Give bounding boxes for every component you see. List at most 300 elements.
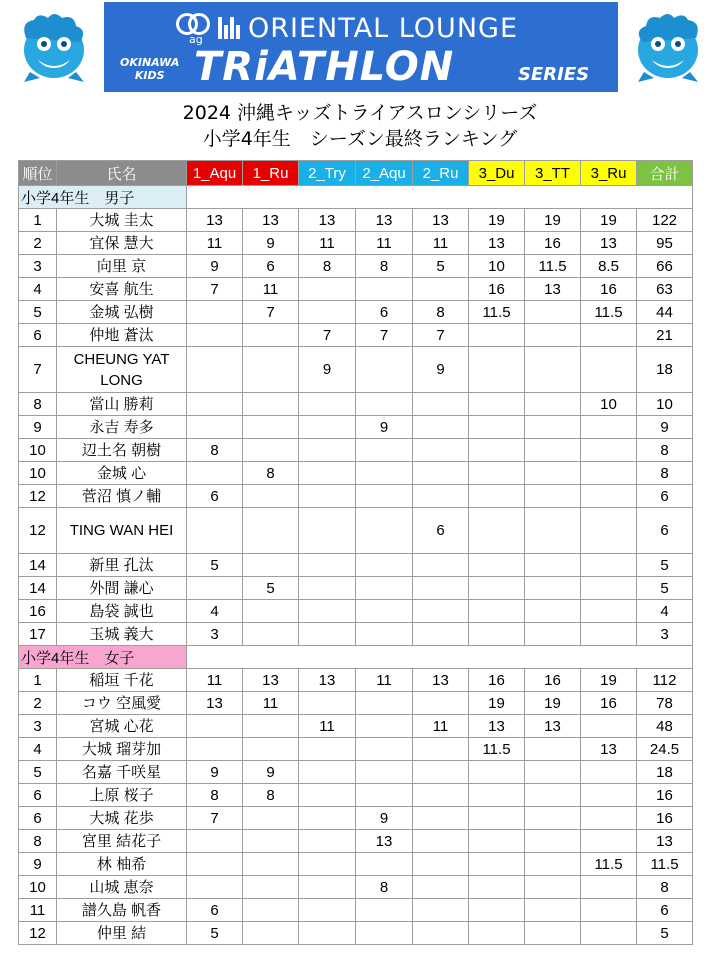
cell-name: 名嘉 千咲星	[57, 761, 187, 784]
cell-3-ru	[581, 807, 637, 830]
table-row	[19, 554, 693, 577]
cell-3-ru: 19	[581, 209, 637, 232]
cell-1-ru: 13	[243, 669, 299, 692]
cell-3-tt	[525, 439, 581, 462]
cell-rank: 16	[19, 600, 57, 623]
cell-total: 8	[637, 462, 693, 485]
cell-1-ru: 13	[243, 209, 299, 232]
cell-2-ru	[413, 876, 469, 899]
cell-2-try: 7	[299, 324, 356, 347]
cell-2-ru	[413, 623, 469, 646]
cell-2-ru: 6	[413, 508, 469, 554]
cell-2-ru: 7	[413, 324, 469, 347]
cell-1-ru: 11	[243, 278, 299, 301]
series-wordmark: SERIES	[518, 64, 590, 85]
header-3-ru: 3_Ru	[581, 161, 637, 186]
cell-2-ru	[413, 784, 469, 807]
cell-total: 9	[637, 416, 693, 439]
cell-2-ru: 13	[413, 209, 469, 232]
cell-2-aqu	[356, 623, 413, 646]
cell-3-ru: 11.5	[581, 301, 637, 324]
cell-2-try	[299, 439, 356, 462]
table-row	[19, 807, 693, 830]
cell-3-ru	[581, 554, 637, 577]
cell-2-ru	[413, 807, 469, 830]
cell-1-aqu	[187, 416, 243, 439]
table-row	[19, 209, 693, 232]
cell-2-ru: 11	[413, 715, 469, 738]
cell-3-du	[469, 347, 525, 393]
table-row	[19, 692, 693, 715]
cell-1-ru: 11	[243, 692, 299, 715]
cell-2-ru: 11	[413, 232, 469, 255]
cell-total: 5	[637, 922, 693, 945]
cell-1-aqu: 11	[187, 669, 243, 692]
cell-1-aqu: 7	[187, 807, 243, 830]
cell-name: 當山 勝莉	[57, 393, 187, 416]
cell-3-ru	[581, 899, 637, 922]
cell-2-try	[299, 830, 356, 853]
cell-2-try	[299, 876, 356, 899]
cell-3-du	[469, 600, 525, 623]
table-row	[19, 761, 693, 784]
table-row	[19, 830, 693, 853]
cell-rank: 9	[19, 416, 57, 439]
table-row	[19, 899, 693, 922]
cell-3-du: 13	[469, 715, 525, 738]
cell-2-aqu: 6	[356, 301, 413, 324]
cell-total: 11.5	[637, 853, 693, 876]
cell-rank: 6	[19, 324, 57, 347]
cell-total: 112	[637, 669, 693, 692]
cell-1-ru	[243, 324, 299, 347]
section-label: 小学4年生 男子	[19, 186, 187, 209]
cell-total: 5	[637, 577, 693, 600]
cell-3-tt	[525, 899, 581, 922]
cell-total: 10	[637, 393, 693, 416]
cell-rank: 12	[19, 485, 57, 508]
cell-1-ru: 7	[243, 301, 299, 324]
header-row	[19, 161, 693, 186]
cell-name: 金城 心	[57, 462, 187, 485]
cell-2-try	[299, 278, 356, 301]
cell-3-tt: 19	[525, 692, 581, 715]
cell-1-ru	[243, 807, 299, 830]
cell-2-ru	[413, 577, 469, 600]
cell-3-du: 10	[469, 255, 525, 278]
cell-name: CHEUNG YAT LONG	[57, 347, 187, 393]
cell-1-ru	[243, 830, 299, 853]
cell-name: 新里 孔汰	[57, 554, 187, 577]
page-title: 2024 沖縄キッズトライアスロンシリーズ	[182, 102, 538, 124]
table-row	[19, 623, 693, 646]
section-label: 小学4年生 女子	[19, 646, 187, 669]
cell-1-ru: 6	[243, 255, 299, 278]
cell-3-tt	[525, 623, 581, 646]
cell-3-ru: 16	[581, 692, 637, 715]
cell-2-try	[299, 554, 356, 577]
cell-name: 大城 圭太	[57, 209, 187, 232]
cell-1-aqu	[187, 347, 243, 393]
table-row	[19, 715, 693, 738]
cell-2-ru	[413, 416, 469, 439]
cell-1-aqu: 6	[187, 485, 243, 508]
cell-3-du	[469, 922, 525, 945]
cell-name: 宜保 慧大	[57, 232, 187, 255]
cell-total: 18	[637, 347, 693, 393]
cell-3-tt	[525, 324, 581, 347]
cell-2-aqu	[356, 692, 413, 715]
cell-2-try	[299, 761, 356, 784]
cell-3-tt: 11.5	[525, 255, 581, 278]
cell-total: 66	[637, 255, 693, 278]
cell-2-ru: 8	[413, 301, 469, 324]
cell-3-du	[469, 761, 525, 784]
cell-1-aqu: 7	[187, 278, 243, 301]
cell-2-ru	[413, 600, 469, 623]
cell-rank: 7	[19, 347, 57, 393]
cell-1-ru	[243, 623, 299, 646]
cell-name: TING WAN HEI	[57, 508, 187, 554]
cell-total: 21	[637, 324, 693, 347]
cell-2-ru	[413, 853, 469, 876]
cell-1-aqu: 5	[187, 922, 243, 945]
cell-2-try	[299, 416, 356, 439]
cell-total: 6	[637, 899, 693, 922]
cell-2-ru: 5	[413, 255, 469, 278]
table-row	[19, 439, 693, 462]
cell-3-tt: 13	[525, 278, 581, 301]
table-row	[19, 278, 693, 301]
cell-3-ru	[581, 462, 637, 485]
table-row	[19, 876, 693, 899]
cell-1-ru	[243, 508, 299, 554]
cell-total: 63	[637, 278, 693, 301]
header-1-ru: 1_Ru	[243, 161, 299, 186]
cell-total: 8	[637, 439, 693, 462]
cell-rank: 9	[19, 853, 57, 876]
cell-1-aqu	[187, 876, 243, 899]
cell-2-try	[299, 899, 356, 922]
cell-name: 宮城 心花	[57, 715, 187, 738]
cell-3-ru: 10	[581, 393, 637, 416]
cell-total: 16	[637, 807, 693, 830]
cell-rank: 10	[19, 876, 57, 899]
cell-total: 13	[637, 830, 693, 853]
cell-1-aqu	[187, 462, 243, 485]
cell-name: 安喜 航生	[57, 278, 187, 301]
cell-2-ru	[413, 393, 469, 416]
cell-name: コウ 空風愛	[57, 692, 187, 715]
header-name: 氏名	[57, 161, 187, 186]
cell-3-tt	[525, 462, 581, 485]
cell-1-ru	[243, 738, 299, 761]
cell-2-ru	[413, 899, 469, 922]
shisa-mascot-right-icon	[630, 8, 708, 86]
cell-2-try	[299, 807, 356, 830]
cell-total: 16	[637, 784, 693, 807]
ranking-body	[19, 186, 693, 945]
cell-name: 仲里 結	[57, 922, 187, 945]
section-spacer	[187, 186, 693, 209]
cell-2-aqu: 11	[356, 232, 413, 255]
cell-total: 95	[637, 232, 693, 255]
cell-1-aqu: 9	[187, 761, 243, 784]
cell-3-tt: 19	[525, 209, 581, 232]
table-row	[19, 393, 693, 416]
cell-1-aqu: 4	[187, 600, 243, 623]
cell-3-ru	[581, 876, 637, 899]
cell-2-ru: 9	[413, 347, 469, 393]
cell-3-ru	[581, 600, 637, 623]
table-row	[19, 853, 693, 876]
cell-3-du	[469, 462, 525, 485]
cell-3-du	[469, 485, 525, 508]
cell-2-aqu: 9	[356, 807, 413, 830]
cell-1-ru: 9	[243, 761, 299, 784]
cell-3-ru: 13	[581, 232, 637, 255]
cell-3-ru	[581, 830, 637, 853]
cell-1-aqu: 8	[187, 439, 243, 462]
cell-2-aqu	[356, 508, 413, 554]
cell-3-tt	[525, 922, 581, 945]
cell-2-aqu	[356, 600, 413, 623]
cell-2-aqu	[356, 554, 413, 577]
cell-2-ru	[413, 554, 469, 577]
cell-3-tt	[525, 554, 581, 577]
cell-3-tt	[525, 807, 581, 830]
cell-name: 稲垣 千花	[57, 669, 187, 692]
cell-2-try	[299, 600, 356, 623]
cell-2-aqu	[356, 738, 413, 761]
cell-1-aqu: 13	[187, 209, 243, 232]
shisa-mascot-left-icon	[14, 8, 92, 86]
kids-text: KIDS	[134, 69, 165, 82]
cell-1-ru	[243, 393, 299, 416]
cell-2-aqu	[356, 347, 413, 393]
cell-total: 24.5	[637, 738, 693, 761]
cell-2-aqu: 7	[356, 324, 413, 347]
cell-1-aqu	[187, 577, 243, 600]
cell-3-ru	[581, 922, 637, 945]
cell-3-ru	[581, 623, 637, 646]
cell-3-du	[469, 830, 525, 853]
cell-3-tt	[525, 393, 581, 416]
cell-3-ru: 19	[581, 669, 637, 692]
cell-3-ru	[581, 761, 637, 784]
cell-3-tt	[525, 485, 581, 508]
cell-rank: 5	[19, 761, 57, 784]
cell-3-du	[469, 508, 525, 554]
cell-3-ru	[581, 324, 637, 347]
cell-2-aqu: 9	[356, 416, 413, 439]
cell-name: 玉城 義大	[57, 623, 187, 646]
cell-1-aqu	[187, 324, 243, 347]
cell-3-tt	[525, 738, 581, 761]
sponsor-logo	[176, 8, 518, 48]
header-rank: 順位	[19, 161, 57, 186]
cell-name: 菅沼 慎ノ輔	[57, 485, 187, 508]
cell-2-aqu: 8	[356, 876, 413, 899]
table-row	[19, 669, 693, 692]
cell-2-try	[299, 393, 356, 416]
table-row	[19, 301, 693, 324]
cell-2-try: 11	[299, 232, 356, 255]
cell-total: 6	[637, 485, 693, 508]
cell-rank: 2	[19, 692, 57, 715]
cell-name: 宮里 結花子	[57, 830, 187, 853]
cell-3-du	[469, 439, 525, 462]
cell-3-du	[469, 324, 525, 347]
cell-1-ru: 8	[243, 462, 299, 485]
header-1-aqu: 1_Aqu	[187, 161, 243, 186]
cell-rank: 10	[19, 439, 57, 462]
cell-2-ru	[413, 738, 469, 761]
header-total: 合計	[637, 161, 693, 186]
table-row	[19, 324, 693, 347]
cell-3-ru	[581, 577, 637, 600]
cell-2-ru	[413, 692, 469, 715]
cell-3-du	[469, 393, 525, 416]
cell-1-ru	[243, 554, 299, 577]
cell-2-try: 11	[299, 715, 356, 738]
cell-name: 上原 桜子	[57, 784, 187, 807]
cell-1-ru	[243, 416, 299, 439]
cell-2-try: 9	[299, 347, 356, 393]
cell-3-tt	[525, 577, 581, 600]
cell-1-aqu: 13	[187, 692, 243, 715]
cell-rank: 3	[19, 255, 57, 278]
cell-1-aqu	[187, 715, 243, 738]
cell-total: 44	[637, 301, 693, 324]
cell-3-tt: 16	[525, 669, 581, 692]
cell-3-du	[469, 623, 525, 646]
ag-logo-text: ag	[189, 33, 203, 46]
cell-2-aqu: 13	[356, 830, 413, 853]
cell-2-try: 13	[299, 669, 356, 692]
cell-1-ru	[243, 853, 299, 876]
table-row	[19, 600, 693, 623]
cell-name: 永吉 寿多	[57, 416, 187, 439]
cell-2-aqu	[356, 853, 413, 876]
page-subtitle: 小学4年生 シーズン最終ランキング	[202, 128, 518, 150]
cell-rank: 5	[19, 301, 57, 324]
cell-2-try	[299, 692, 356, 715]
cell-2-try: 8	[299, 255, 356, 278]
cell-2-try	[299, 922, 356, 945]
cell-rank: 14	[19, 577, 57, 600]
cell-2-try	[299, 784, 356, 807]
cell-1-ru	[243, 347, 299, 393]
cell-1-ru: 5	[243, 577, 299, 600]
table-row	[19, 738, 693, 761]
cell-1-aqu	[187, 853, 243, 876]
cell-2-ru	[413, 439, 469, 462]
cell-3-ru	[581, 416, 637, 439]
cell-3-tt	[525, 853, 581, 876]
cell-1-aqu: 8	[187, 784, 243, 807]
cell-3-ru: 11.5	[581, 853, 637, 876]
cell-total: 5	[637, 554, 693, 577]
cell-2-aqu: 8	[356, 255, 413, 278]
cell-2-ru	[413, 761, 469, 784]
cell-1-aqu	[187, 508, 243, 554]
cell-1-aqu: 11	[187, 232, 243, 255]
cell-2-ru: 13	[413, 669, 469, 692]
ag-logo-icon	[176, 11, 210, 45]
cell-2-try	[299, 738, 356, 761]
ranking-table	[18, 160, 693, 945]
cell-2-ru	[413, 278, 469, 301]
cell-total: 122	[637, 209, 693, 232]
cell-3-du: 16	[469, 669, 525, 692]
cell-rank: 1	[19, 209, 57, 232]
cell-rank: 6	[19, 784, 57, 807]
header-2-try: 2_Try	[299, 161, 356, 186]
cell-2-try	[299, 301, 356, 324]
cell-2-ru	[413, 922, 469, 945]
cell-2-aqu	[356, 278, 413, 301]
cell-3-ru	[581, 439, 637, 462]
table-row	[19, 232, 693, 255]
table-row	[19, 462, 693, 485]
cell-1-ru	[243, 600, 299, 623]
cell-3-du: 11.5	[469, 738, 525, 761]
cell-1-ru: 9	[243, 232, 299, 255]
cell-3-ru: 8.5	[581, 255, 637, 278]
cell-1-aqu	[187, 301, 243, 324]
cell-3-du	[469, 899, 525, 922]
table-row	[19, 255, 693, 278]
cell-name: 譜久島 帆香	[57, 899, 187, 922]
cell-3-du	[469, 416, 525, 439]
cell-1-aqu	[187, 738, 243, 761]
cell-3-tt: 16	[525, 232, 581, 255]
table-row	[19, 922, 693, 945]
cell-2-aqu: 11	[356, 669, 413, 692]
cell-name: 向里 京	[57, 255, 187, 278]
cell-name: 辺土名 朝樹	[57, 439, 187, 462]
header-2-ru: 2_Ru	[413, 161, 469, 186]
cell-rank: 3	[19, 715, 57, 738]
cell-1-aqu: 6	[187, 899, 243, 922]
cell-2-aqu	[356, 922, 413, 945]
cell-1-ru: 8	[243, 784, 299, 807]
cell-2-ru	[413, 830, 469, 853]
cell-total: 18	[637, 761, 693, 784]
cell-2-try	[299, 623, 356, 646]
cell-rank: 8	[19, 393, 57, 416]
cell-3-tt	[525, 784, 581, 807]
cell-1-ru	[243, 485, 299, 508]
cell-rank: 4	[19, 278, 57, 301]
cell-3-ru	[581, 485, 637, 508]
series-banner	[104, 2, 618, 92]
cell-3-ru	[581, 508, 637, 554]
cell-total: 8	[637, 876, 693, 899]
cell-3-du	[469, 577, 525, 600]
cell-3-ru: 13	[581, 738, 637, 761]
cell-3-du	[469, 807, 525, 830]
cell-rank: 11	[19, 899, 57, 922]
cell-2-aqu	[356, 393, 413, 416]
cell-name: 島袋 誠也	[57, 600, 187, 623]
cell-3-du: 16	[469, 278, 525, 301]
cell-2-aqu	[356, 715, 413, 738]
cell-3-ru	[581, 784, 637, 807]
cell-2-try	[299, 508, 356, 554]
cell-2-try	[299, 853, 356, 876]
